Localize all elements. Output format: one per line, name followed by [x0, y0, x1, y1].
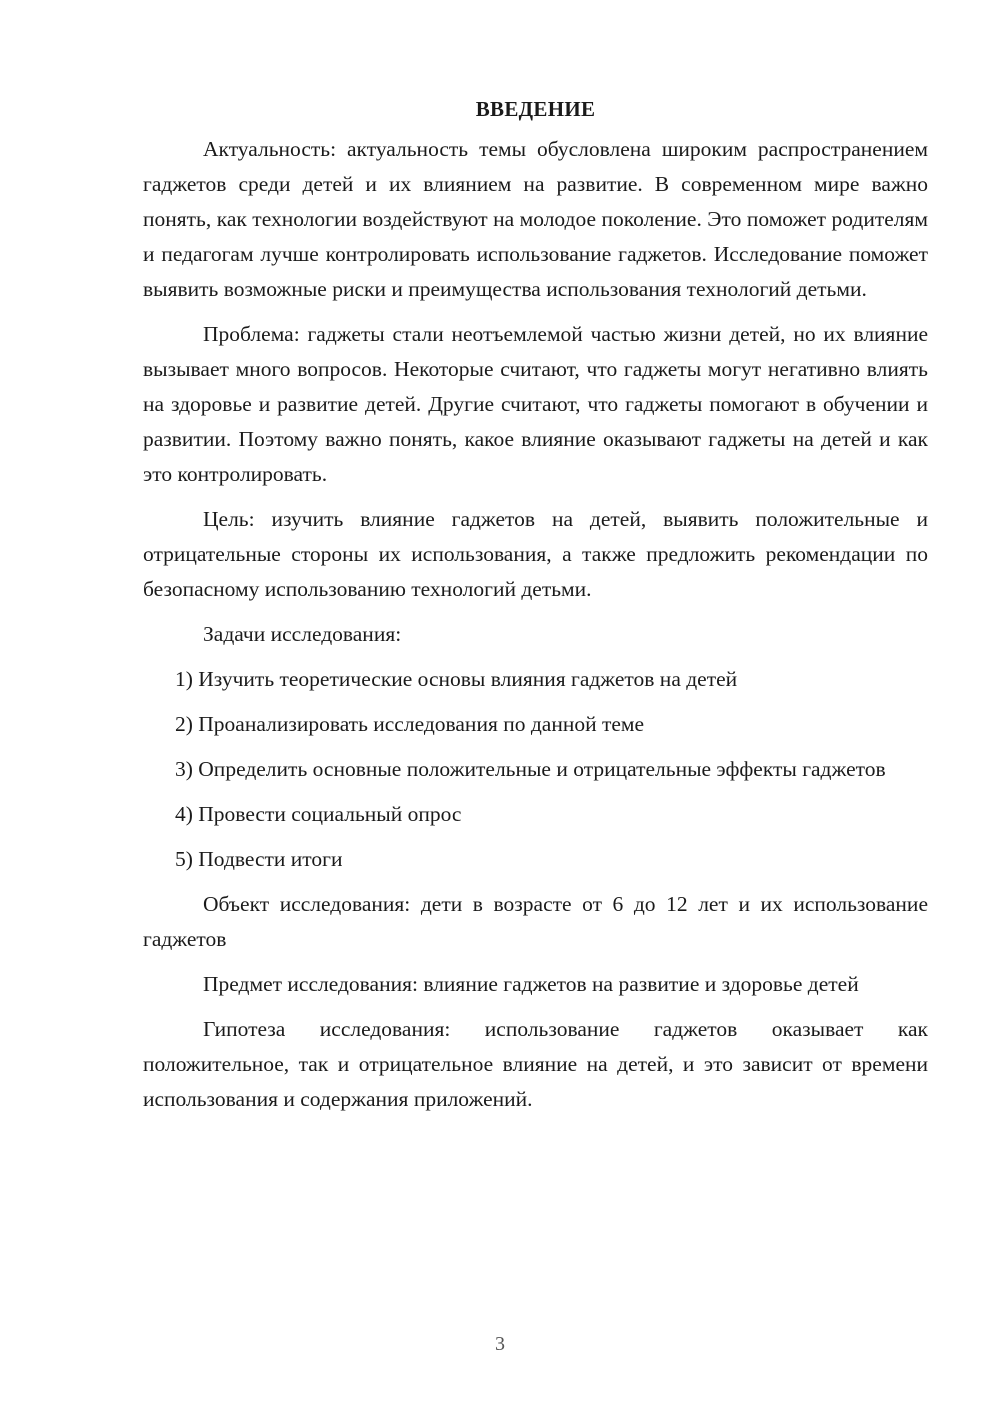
- paragraph-problem: Проблема: гаджеты стали неотъемлемой частью жизни детей, но их влияние вызывает много вопросов. Некоторые считают, что гаджеты могут негативно влиять на здоровье и развитие детей. Другие считают, что гаджеты помогают в обучении и развитии. Поэтому важно понять, какое влияние оказывают гаджеты на детей и как это контролировать.: [143, 322, 928, 486]
- paragraph-object: Объект исследования: дети в возрасте от 6 до 12 лет и их использование гаджетов: [143, 892, 928, 951]
- document-page: [143, 92, 928, 1117]
- tasks-heading: Задачи исследования:: [203, 622, 402, 646]
- paragraph-hypothesis: Гипотеза исследования: использование гаджетов оказывает как положительное, так и отрицательное влияние на детей, и это зависит от времени использования и содержания приложений.: [143, 1017, 928, 1111]
- paragraph-relevance: Актуальность: актуальность темы обусловлена широким распространением гаджетов среди детей и их влиянием на развитие. В современном мире важно понять, как технологии воздействуют на молодое поколение. Это поможет родителям и педагогам лучше контролировать использование гаджетов. Исследование поможет выявить возможные риски и преимущества использования технологий детьми.: [143, 137, 928, 301]
- paragraph-subject: Предмет исследования: влияние гаджетов на развитие и здоровье детей: [203, 972, 859, 996]
- task-item: 2) Проанализировать исследования по данной теме: [175, 712, 645, 736]
- task-item: 3) Определить основные положительные и отрицательные эффекты гаджетов: [175, 757, 886, 781]
- document-title: ВВЕДЕНИЕ: [475, 97, 596, 121]
- task-item: 5) Подвести итоги: [175, 847, 343, 871]
- paragraph-goal: Цель: изучить влияние гаджетов на детей, выявить положительные и отрицательные стороны их использования, а также предложить рекомендации по безопасному использованию технологий детьми.: [143, 507, 928, 601]
- page-number: 3: [495, 1333, 505, 1355]
- task-item: 1) Изучить теоретические основы влияния гаджетов на детей: [175, 667, 738, 691]
- task-item: 4) Провести социальный опрос: [175, 802, 462, 826]
